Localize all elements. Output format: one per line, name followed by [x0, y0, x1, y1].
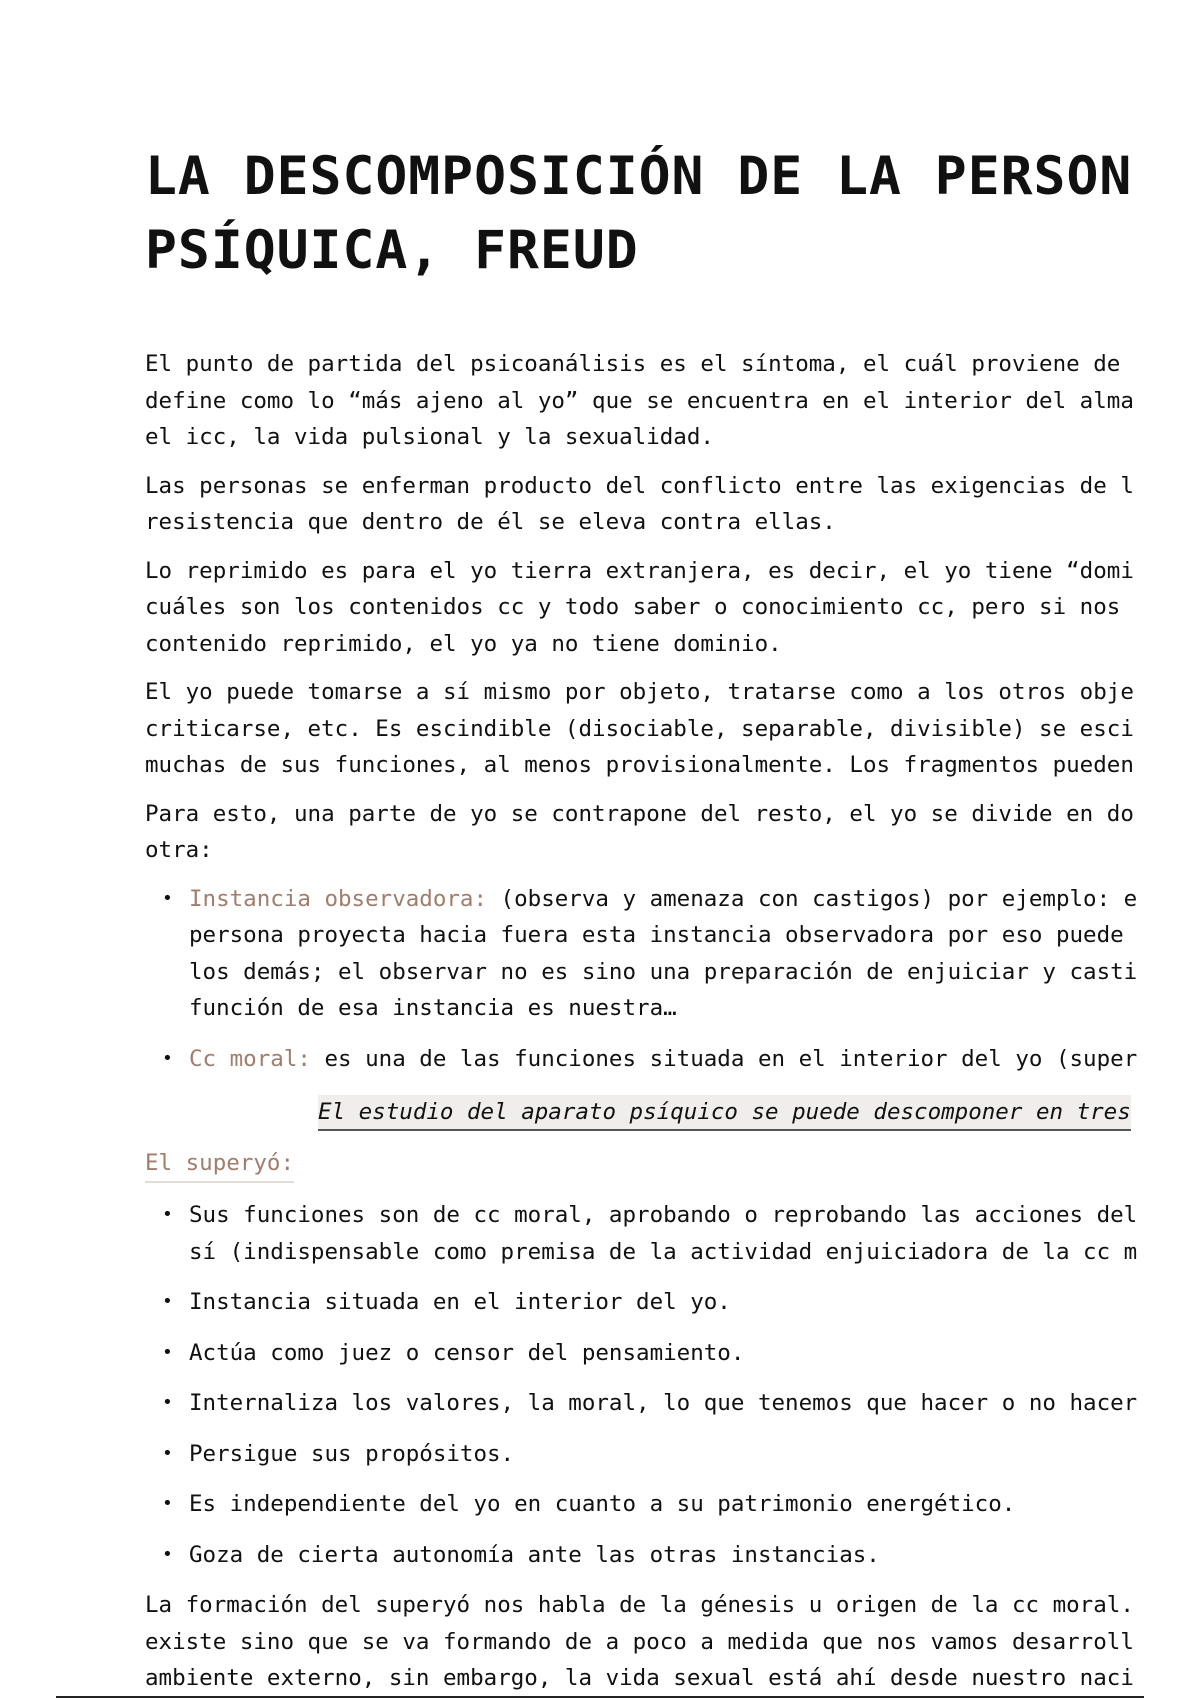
- text-line: define como lo “más ajeno al yo” que se encuentra en el interior del alma: [145, 387, 1134, 414]
- list-item: [162, 1335, 1200, 1372]
- text-line: El yo puede tomarse a sí mismo por objeto, tratarse como a los otros obje: [145, 679, 1134, 705]
- text-line: contenido reprimido, el yo ya no tiene dominio.: [145, 630, 782, 657]
- title-line-1: LA DESCOMPOSICIÓN DE LA PERSON: [145, 146, 1133, 207]
- text-line: otra:: [145, 837, 213, 863]
- bullet-icon: •: [162, 887, 173, 909]
- text-line: Instancia situada en el interior del yo.: [189, 1289, 731, 1315]
- text-line: ambiente externo, sin embargo, la vida sexual está ahí desde nuestro naci: [145, 1665, 1134, 1691]
- document-content: [145, 140, 1200, 1700]
- list-item: [162, 1537, 1200, 1574]
- text-line: La formación del superyó nos habla de la génesis u origen de la cc moral.: [145, 1592, 1134, 1618]
- instances-list: [145, 881, 1200, 1078]
- bullet-icon: •: [162, 1341, 173, 1363]
- paragraph-division: [145, 796, 1200, 869]
- text-line: criticarse, etc. Es escindible (disociable, separable, divisible) se esci: [145, 715, 1134, 742]
- list-item-cc-moral: [162, 1041, 1200, 1078]
- text-line: Goza de cierta autonomía ante las otras instancias.: [189, 1541, 880, 1568]
- paragraph-formacion-superyo: [145, 1587, 1200, 1697]
- text-line: (observa y amenaza con castigos) por ejemplo: e: [487, 885, 1138, 912]
- paragraph-conflicto: [145, 468, 1200, 541]
- text-line: El punto de partida del psicoanálisis es el síntoma, el cuál proviene de: [145, 351, 1121, 377]
- list-item: [162, 1486, 1200, 1523]
- list-item: [162, 1436, 1200, 1473]
- paragraph-reprimido: [145, 553, 1200, 663]
- text-line: es una de las funciones situada en el interior del yo (super: [310, 1045, 1138, 1072]
- document-title: [145, 140, 1200, 288]
- list-item: [162, 1197, 1200, 1270]
- text-line: Actúa como juez o censor del pensamiento.: [189, 1339, 745, 1366]
- superyo-list: [145, 1197, 1200, 1573]
- text-line: existe sino que se va formando de a poco a medida que nos vamos desarroll: [145, 1628, 1134, 1655]
- list-item: [162, 1284, 1200, 1321]
- text-line: los demás; el observar no es sino una preparación de enjuiciar y casti: [189, 958, 1138, 985]
- bullet-icon: •: [162, 1543, 173, 1565]
- text-line: cuáles son los contenidos cc y todo saber o conocimiento cc, pero si nos: [145, 594, 1121, 620]
- text-line: muchas de sus funciones, al menos provisionalmente. Los fragmentos pueden: [145, 752, 1134, 778]
- text-line: Es independiente del yo en cuanto a su patrimonio energético.: [189, 1491, 1016, 1517]
- text-line: Las personas se enferman producto del conflicto entre las exigencias de l: [145, 472, 1134, 499]
- text-line: Internaliza los valores, la moral, lo que tenemos que hacer o no hacer: [189, 1390, 1138, 1416]
- text-line: sí (indispensable como premisa de la actividad enjuiciadora de la cc m: [189, 1238, 1138, 1265]
- text-line: Lo reprimido es para el yo tierra extranjera, es decir, el yo tiene “domi: [145, 557, 1134, 584]
- bullet-icon: •: [162, 1047, 173, 1069]
- bullet-icon: •: [162, 1392, 173, 1413]
- superyo-heading: El superyó:: [145, 1145, 294, 1183]
- text-line: función de esa instancia es nuestra…: [189, 995, 677, 1021]
- text-line: Persigue sus propósitos.: [189, 1440, 515, 1467]
- list-item: [162, 1385, 1200, 1422]
- text-line: Para esto, una parte de yo se contrapone del resto, el yo se divide en do: [145, 800, 1134, 827]
- bullet-icon: •: [162, 1442, 173, 1464]
- term-label: Cc moral:: [189, 1045, 311, 1072]
- page-bottom-divider: [56, 1696, 1144, 1698]
- text-line: el icc, la vida pulsional y la sexualidad.: [145, 424, 714, 450]
- term-label: Instancia observadora:: [189, 885, 488, 912]
- bullet-icon: •: [162, 1493, 173, 1514]
- title-line-2: PSÍQUICA, FREUD: [145, 220, 639, 281]
- text-line: Sus funciones son de cc moral, aprobando o reprobando las acciones del: [189, 1202, 1138, 1228]
- text-line: persona proyecta hacia fuera esta instancia observadora por eso puede: [189, 922, 1124, 948]
- paragraph-sintoma: [145, 346, 1200, 456]
- bullet-icon: •: [162, 1204, 173, 1225]
- bullet-icon: •: [162, 1291, 173, 1312]
- text-line: resistencia que dentro de él se eleva contra ellas.: [145, 509, 836, 535]
- callout-aparato-psiquico: El estudio del aparato psíquico se puede descomponer en tres: [318, 1095, 1131, 1131]
- paragraph-escindible: [145, 674, 1200, 784]
- list-item-instancia-observadora: [162, 881, 1200, 1027]
